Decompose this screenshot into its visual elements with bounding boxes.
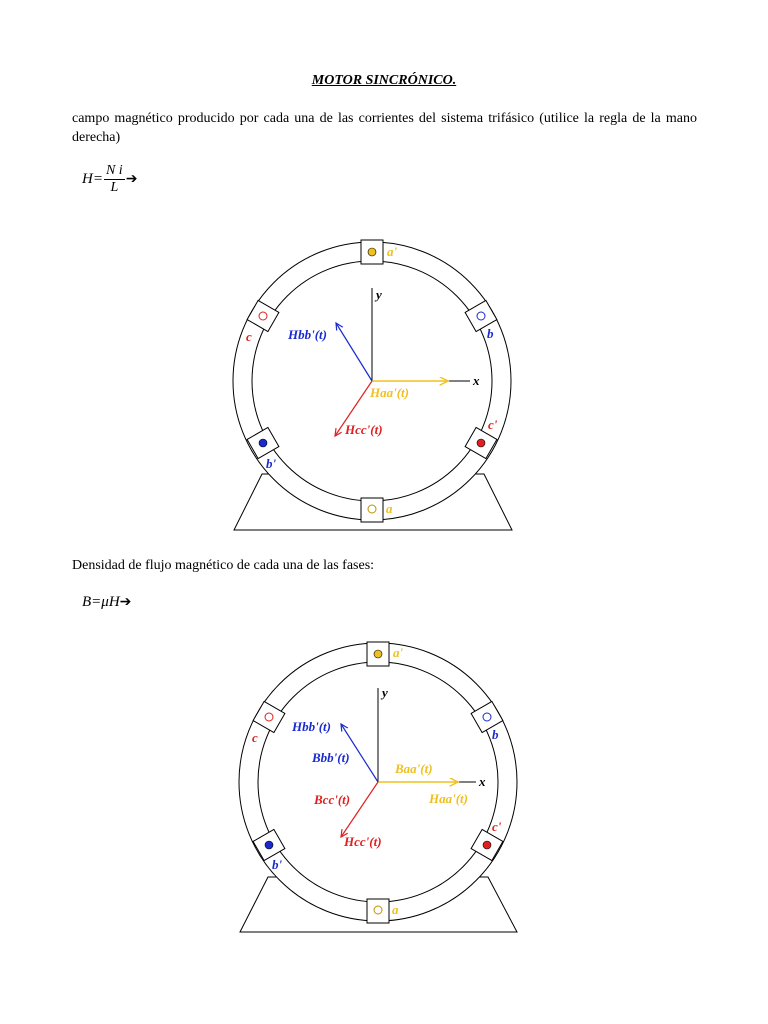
- paragraph-flux-density: Densidad de flujo magnético de cada una de las fases:: [72, 558, 375, 573]
- vector-hcc-label: Hcc'(t): [345, 422, 383, 437]
- slot-c-dot: [259, 312, 267, 320]
- slot-b-dot: [483, 713, 491, 721]
- slot-a: [367, 899, 389, 923]
- slot-c-prime-dot: [477, 439, 485, 447]
- axis-x-label: x: [473, 373, 480, 388]
- label-c-prime: c': [488, 417, 498, 432]
- slot-b-dot: [477, 312, 485, 320]
- label-a: a: [386, 501, 393, 516]
- vector-hcc-label: Hcc'(t): [344, 834, 382, 849]
- formula-b-arrow: ➔: [119, 595, 132, 610]
- axis-y-label: y: [382, 685, 388, 700]
- label-a: a: [392, 902, 399, 917]
- formula-h: [82, 163, 137, 196]
- label-a-prime: a': [393, 645, 404, 660]
- paragraph-magnetic-field: campo magnético producido por cada una de las corrientes del sistema trifásico (utilice la regla de la mano derecha): [72, 111, 697, 145]
- label-c-prime: c': [492, 819, 502, 834]
- vector-bbb-label: Bbb'(t): [312, 750, 350, 765]
- label-a-prime: a': [387, 244, 398, 259]
- slot-a-prime: [361, 240, 383, 264]
- formula-b-expr: B=μH: [82, 594, 120, 610]
- formula-h-arrow: ➔: [125, 171, 138, 187]
- formula-h-lhs: H=: [82, 170, 103, 187]
- slot-a: [361, 498, 383, 522]
- motor-diagram-2: [0, 640, 768, 940]
- vector-bcc-label: Bcc'(t): [314, 792, 351, 807]
- axis-y-label: y: [376, 287, 382, 302]
- formula-h-fraction: [104, 163, 125, 196]
- label-b: b: [487, 326, 494, 341]
- vector-hbb-label: Hbb'(t): [292, 719, 331, 734]
- formula-h-numerator: N i: [105, 163, 123, 178]
- vector-hbb-label: Hbb'(t): [288, 327, 327, 342]
- slot-b-prime-dot: [259, 439, 267, 447]
- slot-b-prime-dot: [265, 841, 273, 849]
- axis-x-label: x: [479, 774, 486, 789]
- slot-a-prime: [367, 642, 389, 666]
- label-b: b: [492, 727, 499, 742]
- vector-haa-label: Haa'(t): [370, 385, 409, 400]
- label-b-prime: b': [266, 456, 277, 471]
- label-b-prime: b': [272, 857, 283, 872]
- formula-h-denominator: L: [110, 180, 119, 195]
- formula-b: [82, 594, 131, 611]
- document-title: MOTOR SINCRÓNICO.: [311, 73, 457, 88]
- slot-c-dot: [265, 713, 273, 721]
- label-c: c: [252, 730, 258, 745]
- label-c: c: [246, 329, 252, 344]
- vector-haa-label: Haa'(t): [429, 791, 468, 806]
- slot-c-prime-dot: [483, 841, 491, 849]
- vector-baa-label: Baa'(t): [395, 761, 433, 776]
- motor-diagram-1: [0, 232, 768, 532]
